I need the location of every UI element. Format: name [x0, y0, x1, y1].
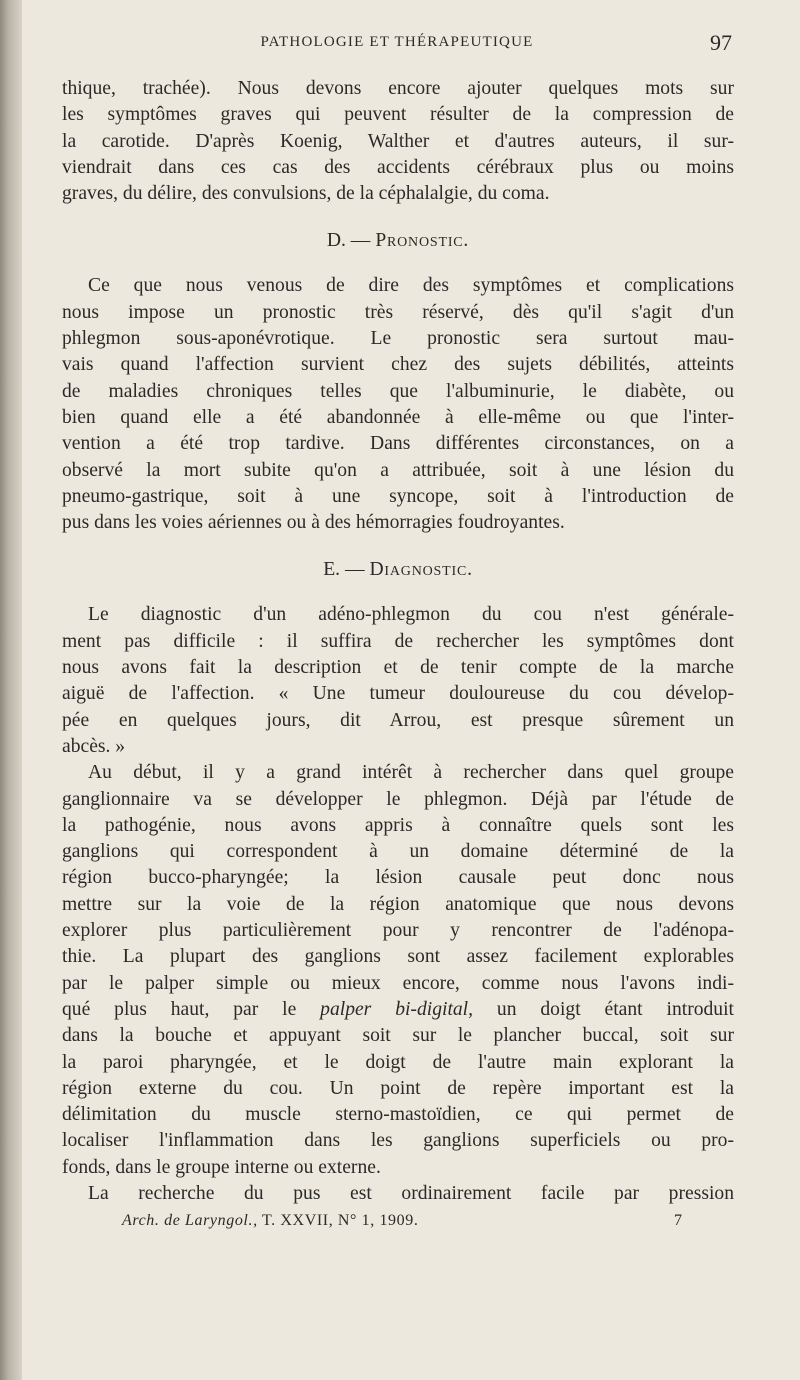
text-line: observé la mort subite qu'on a attribuée, soit à une lésion du [62, 459, 734, 481]
text-line: phlegmon sous-aponévrotique. Le pronostic sera surtout mau- [62, 328, 734, 350]
text-line: nous impose un pronostic très réservé, dès qu'il s'agit d'un [62, 301, 734, 323]
text-line: pée en quelques jours, dit Arrou, est presque sûrement un [62, 709, 734, 731]
text-line: ganglions qui correspondent à un domaine déterminé de la [62, 841, 734, 863]
text-line: la pathogénie, nous avons appris à connaître quels sont les [62, 814, 734, 836]
section-heading-diagnostic [62, 557, 734, 583]
page-number: 97 [710, 30, 732, 55]
diagnostic-paragraph-2 [62, 760, 734, 1181]
text-line: Le diagnostic d'un adéno-phlegmon du cou n'est générale- [88, 604, 734, 626]
diagnostic-paragraph-1 [62, 602, 734, 760]
text-line: mettre sur la voie de la région anatomique que nous devons [62, 893, 734, 915]
text-line: thie. La plupart des ganglions sont assez facilement explorables [62, 946, 734, 968]
text-line: dans la bouche et appuyant soit sur le plancher buccal, soit sur [62, 1025, 734, 1047]
text-line: graves, du délire, des convulsions, de la céphalalgie, du coma. [62, 183, 550, 205]
text-line: aiguë de l'affection. « Une tumeur douloureuse du cou dévelop- [62, 683, 734, 705]
section-heading-pronostic [62, 228, 734, 254]
text-line: thique, trachée). Nous devons encore ajouter quelques mots sur [62, 78, 734, 99]
signature-mark: 7 [674, 1212, 682, 1229]
text-line: Au début, il y a grand intérêt à rechercher dans quel groupe [88, 762, 734, 784]
text-line: explorer plus particulièrement pour y rencontrer de l'adénopa- [62, 920, 734, 942]
text-line: vention a été trop tardive. Dans différentes circonstances, on a [62, 433, 734, 455]
text-line: nous avons fait la description et de tenir compte de la marche [62, 657, 734, 679]
text-line: pus dans les voies aériennes ou à des hémorragies foudroyantes. [62, 512, 565, 534]
text-line: région externe du cou. Un point de repère important est la [62, 1077, 734, 1099]
text-line [62, 997, 734, 1023]
volume-reference: T. XXVII, N° 1, 1909. [257, 1212, 419, 1229]
text-line: localiser l'inflammation dans les ganglions superficiels ou pro- [62, 1130, 734, 1152]
heading-title: Diagnostic. [369, 559, 473, 581]
heading-prefix: E. — [323, 559, 370, 581]
page-header [62, 30, 732, 56]
text-line: abcès. » [62, 735, 126, 757]
heading-prefix: D. — [326, 230, 376, 252]
italic-term: palper bi-digital, [320, 998, 474, 1020]
text-line: pneumo-gastrique, soit à une syncope, soit à l'introduction de [62, 485, 734, 507]
text-line: viendrait dans ces cas des accidents cérébraux plus ou moins [62, 156, 734, 178]
book-page [22, 0, 800, 1380]
text-line: de maladies chroniques telles que l'albuminurie, le diabète, ou [62, 380, 734, 402]
diagnostic-paragraph-3 [62, 1181, 734, 1207]
journal-name: Arch. de Laryngol., [122, 1212, 258, 1229]
page-body [62, 76, 734, 1207]
heading-title: Pronostic. [375, 230, 470, 252]
text-line: la carotide. D'après Koenig, Walther et d'autres auteurs, il sur- [62, 130, 734, 152]
journal-reference [122, 1212, 418, 1230]
text-line: délimitation du muscle sterno-mastoïdien, ce qui permet de [62, 1104, 734, 1126]
text-line: La recherche du pus est ordinairement facile par pression [88, 1182, 734, 1204]
text-line: Ce que nous venous de dire des symptômes et complications [88, 275, 734, 297]
intro-paragraph [62, 76, 734, 207]
page-footer [62, 1212, 734, 1236]
text-line: les symptômes graves qui peuvent résulter de la compression de [62, 104, 734, 126]
text-line: région bucco-pharyngée; la lésion causale peut donc nous [62, 867, 734, 889]
text-line: vais quand l'affection survient chez des sujets débilités, atteints [62, 354, 734, 376]
running-title: PATHOLOGIE ET THÉRAPEUTIQUE [260, 34, 534, 50]
book-binding-shadow [0, 0, 22, 1380]
text-run: qué plus haut, par le [62, 998, 321, 1020]
text-line: ganglionnaire va se développer le phlegmon. Déjà par l'étude de [62, 788, 734, 810]
text-line: ment pas difficile : il suffira de rechercher les symptômes dont [62, 630, 734, 652]
text-line: par le palper simple ou mieux encore, comme nous l'avons indi- [62, 972, 734, 994]
pronostic-paragraph [62, 273, 734, 536]
text-run: un doigt étant introduit [473, 998, 734, 1020]
text-line: la paroi pharyngée, et le doigt de l'autre main explorant la [62, 1051, 734, 1073]
text-line: fonds, dans le groupe interne ou externe. [62, 1156, 381, 1178]
text-line: bien quand elle a été abandonnée à elle-même ou que l'inter- [62, 406, 734, 428]
